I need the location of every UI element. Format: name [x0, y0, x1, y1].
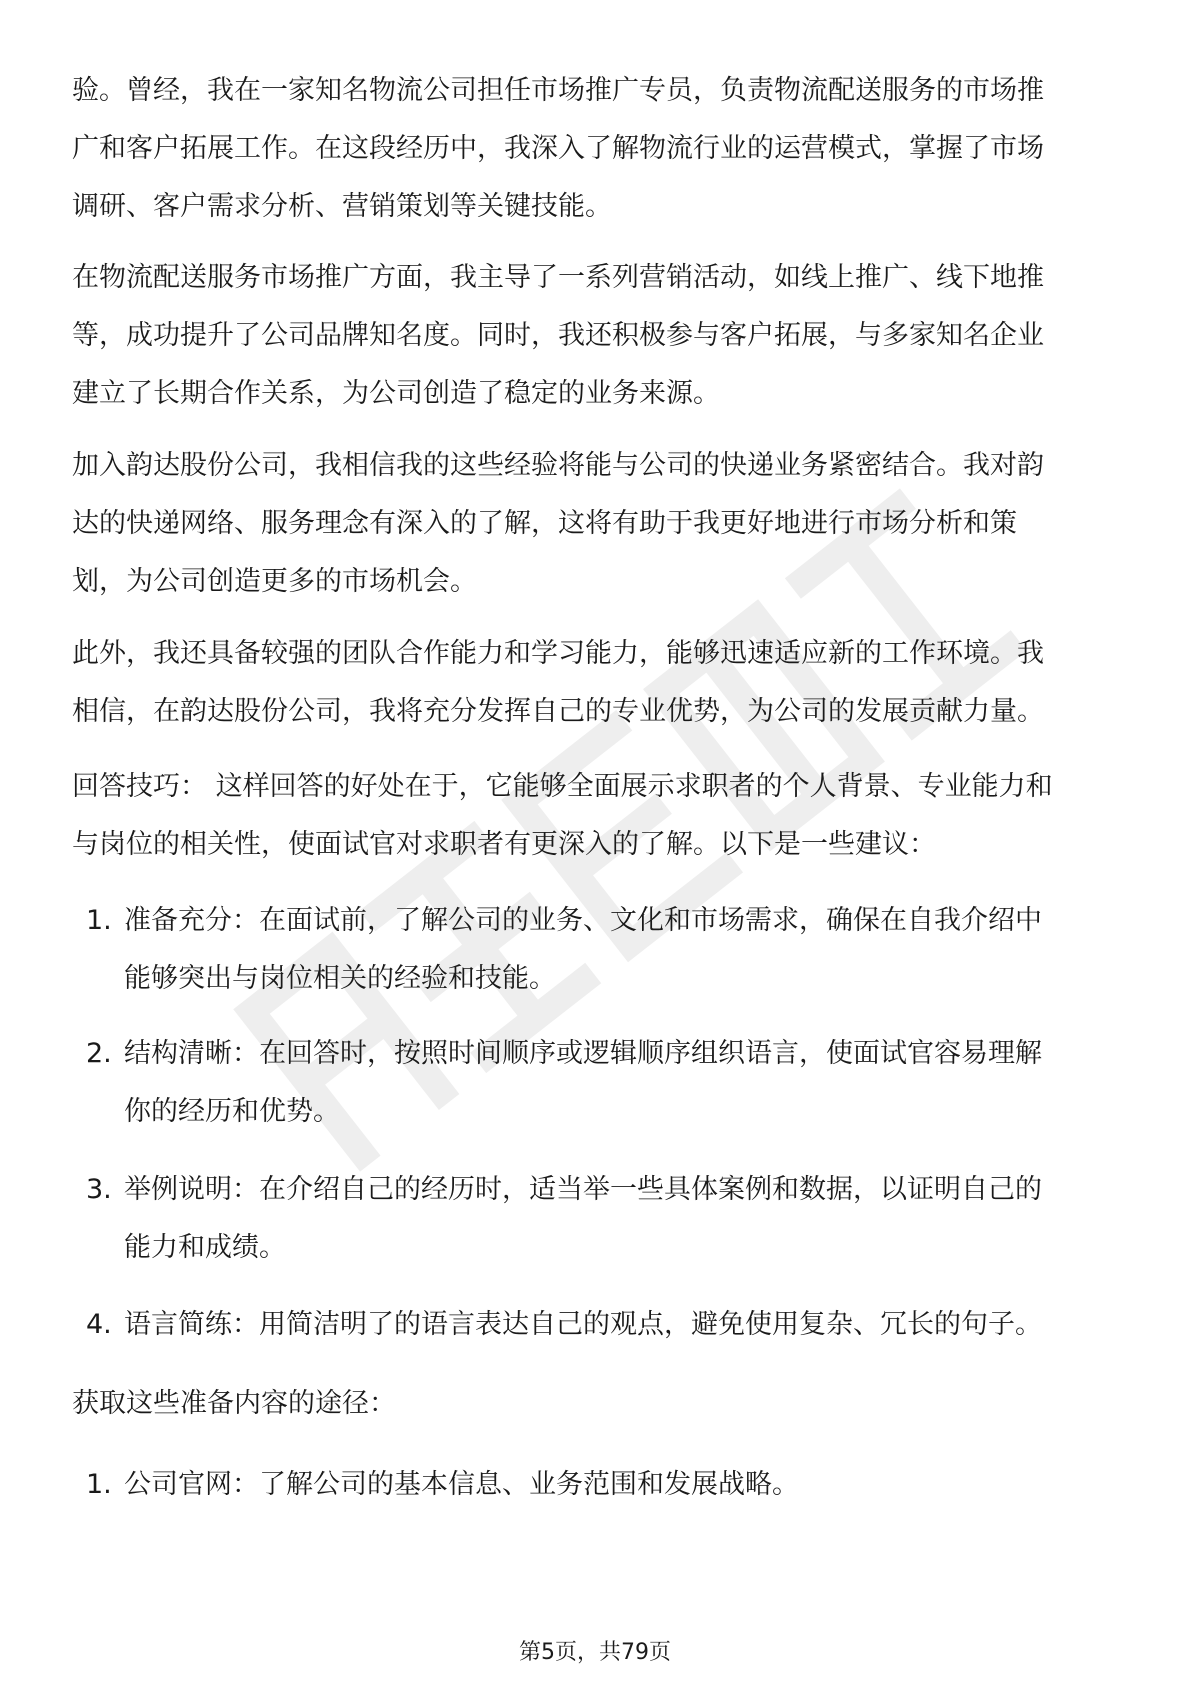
- list-number: 1.: [86, 905, 112, 936]
- list-item: [72, 892, 1132, 1008]
- list-text: 举例说明：在介绍自己的经历时，适当举一些具体案例和数据，以证明自己的 能力和成绩。: [124, 1174, 1042, 1263]
- list-text: 结构清晰：在回答时，按照时间顺序或逻辑顺序组织语言，使面试官容易理解 你的经历和优势。: [124, 1038, 1042, 1127]
- list-item: [72, 1296, 1132, 1354]
- page-footer: 第5页，共79页: [519, 1640, 671, 1665]
- list-text: 准备充分：在面试前，了解公司的业务、文化和市场需求，确保在自我介绍中 能够突出与岗位相关的经验和技能。: [124, 905, 1042, 994]
- list-item: [72, 1161, 1132, 1277]
- sources-heading: 获取这些准备内容的途径：: [72, 1388, 396, 1419]
- paragraph-marketing: 在物流配送服务市场推广方面，我主导了一系列营销活动，如线上推广、线下地推 等，成功提升了公司品牌知名度。同时，我还积极参与客户拓展，与多家知名企业 建立了长期合作关系，为公司创造了稳定的业务来源。: [72, 262, 1044, 409]
- paragraph-answer-tips: 回答技巧： 这样回答的好处在于，它能够全面展示求职者的个人背景、专业能力和 与岗位的相关性，使面试官对求职者有更深入的了解。以下是一些建议：: [72, 771, 1053, 860]
- list-number: 3.: [86, 1174, 112, 1205]
- list-text: 语言简练：用简洁明了的语言表达自己的观点，避免使用复杂、冗长的句子。: [124, 1309, 1042, 1340]
- paragraph-teamwork: 此外，我还具备较强的团队合作能力和学习能力，能够迅速适应新的工作环境。我 相信，在韵达股份公司，我将充分发挥自己的专业优势，为公司的发展贡献力量。: [72, 638, 1044, 727]
- list-number: 2.: [86, 1038, 112, 1069]
- list-text: 公司官网：了解公司的基本信息、业务范围和发展战略。: [124, 1469, 799, 1500]
- list-number: 1.: [86, 1469, 112, 1500]
- paragraph-joining: 加入韵达股份公司，我相信我的这些经验将能与公司的快递业务紧密结合。我对韵 达的快递网络、服务理念有深入的了解，这将有助于我更好地进行市场分析和策 划，为公司创造更多的市场机会。: [72, 450, 1044, 597]
- list-item: [72, 1456, 1132, 1514]
- paragraph-experience: 验。曾经，我在一家知名物流公司担任市场推广专员，负责物流配送服务的市场推 广和客户拓展工作。在这段经历中，我深入了解物流行业的运营模式，掌握了市场 调研、客户需求分析、营销策划等关键技能。: [72, 75, 1044, 222]
- list-number: 4.: [86, 1309, 112, 1340]
- list-item: [72, 1025, 1132, 1141]
